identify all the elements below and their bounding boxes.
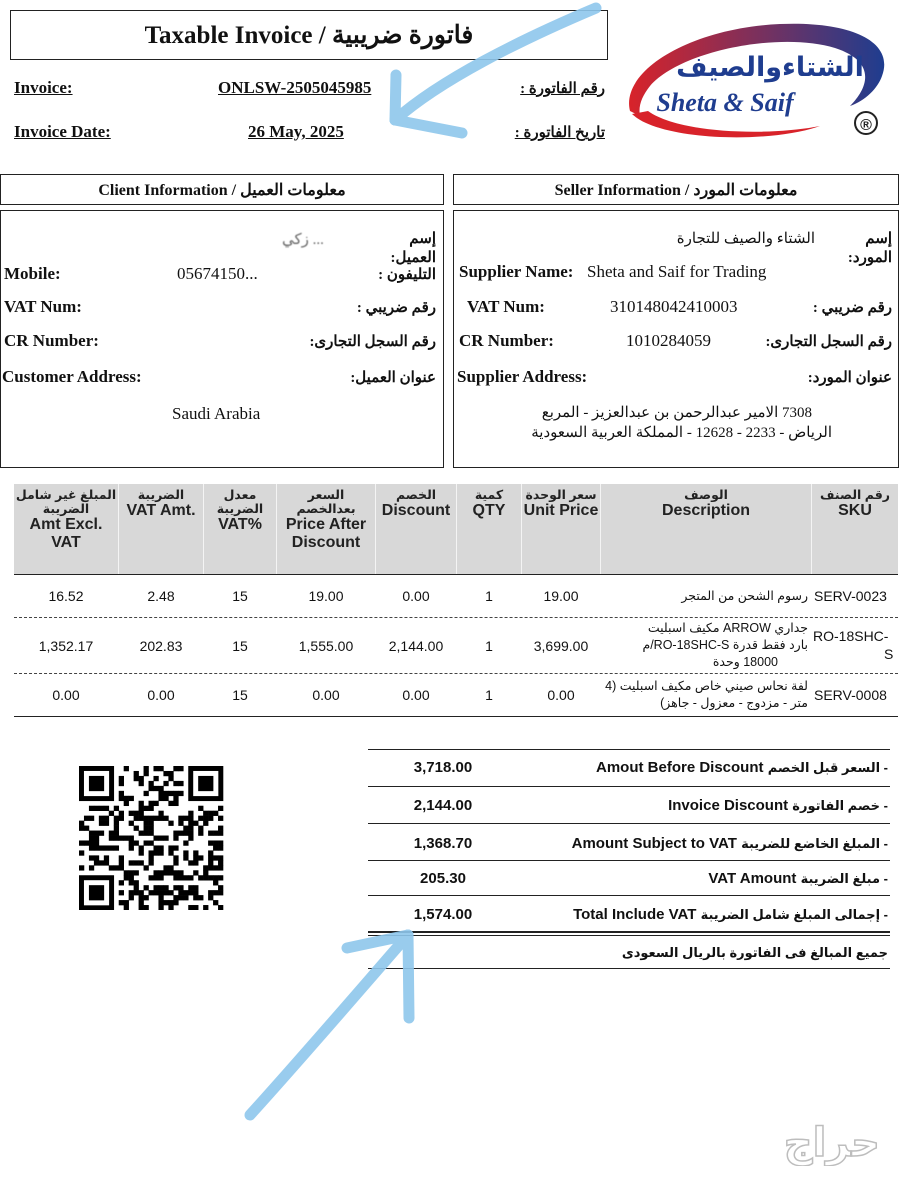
invoice-number-value: ONLSW-2505045985 [218, 78, 372, 97]
client-address-value: Saudi Arabia [172, 404, 261, 423]
cell-unit-price: 19.00 [543, 588, 579, 604]
seller-name-value-ar: الشتاء والصيف للتجارة [676, 231, 815, 247]
logo-text-ar: الشتاءوالصيف [676, 52, 864, 83]
invoice-number-label-ar: رقم الفاتورة : [520, 81, 605, 97]
cell-sku: SERV-0008 [814, 687, 887, 703]
cell-vat-amt: 2.48 [147, 588, 175, 604]
col-amt-excl: المبلغ غير شامل الضريبة Amt Excl. VAT [15, 488, 117, 551]
cell-sku-line2: S [884, 646, 894, 662]
supplier-name-label: Supplier Name: [459, 262, 574, 281]
logo-text-en: Sheta & Saif [656, 88, 794, 117]
client-vat-label: VAT Num: [4, 297, 82, 316]
amount-subject-vat-label: Amount Subject to VAT المبلغ الخاضع للضريبة - [571, 835, 888, 852]
seller-name-label-ar: إسم المورد: [847, 231, 892, 266]
cell-vat-pct: 15 [232, 638, 248, 654]
vat-amount-label: VAT Amount مبلغ الضريبة - [708, 870, 888, 887]
cell-price-after: 19.00 [308, 588, 344, 604]
cell-unit-price: 0.00 [547, 687, 575, 703]
cell-price-after: 0.00 [312, 687, 340, 703]
col-sku: رقم الصنف SKU [820, 488, 890, 519]
client-address-label: Customer Address: [2, 367, 142, 386]
client-mobile-value: 05674150... [177, 264, 258, 283]
seller-vat-label: VAT Num: [467, 297, 545, 316]
cell-sku-line1: RO-18SHC- [813, 628, 889, 644]
seller-cr-label: CR Number: [459, 331, 554, 350]
cell-vat-amt: 0.00 [147, 687, 175, 703]
total-before-discount-value: 3,718.00 [413, 759, 473, 776]
invoice-date-label: Invoice Date: [14, 122, 111, 141]
col-price-after: السعر بعدالخصم Price After Discount [285, 488, 367, 551]
qr-code [72, 766, 230, 910]
cell-description-line2: بارد فقط قدرة RO-18SHC-S/م [642, 638, 808, 652]
client-cr-label-ar: رقم السجل التجارى: [309, 334, 436, 350]
cell-unit-price: 3,699.00 [533, 638, 589, 654]
svg-text:حراج: حراج [783, 1120, 880, 1166]
seller-vat-value: 310148042410003 [610, 297, 738, 316]
col-vat-pct: معدل الضريبة VAT% [216, 488, 264, 533]
seller-cr-label-ar: رقم السجل التجارى: [765, 334, 892, 350]
seller-address-label-ar: عنوان المورد: [807, 370, 892, 386]
client-heading: Client Information / معلومات العميل [0, 174, 444, 205]
cell-description-line1: جداري ARROW مكيف اسبليت [647, 621, 808, 635]
cell-qty: 1 [485, 588, 493, 604]
amount-subject-vat-value: 1,368.70 [413, 835, 473, 852]
cell-description-line2: متر - مزدوج - معزول - جاهز) [660, 696, 808, 710]
invoice-date-label-ar: تاريخ الفاتورة : [514, 125, 605, 141]
col-description: الوصف Description [661, 488, 750, 519]
cell-price-after: 1,555.00 [298, 638, 354, 654]
items-table-header [14, 484, 898, 574]
cell-vat-pct: 15 [232, 687, 248, 703]
total-include-vat-label: Total Include VAT إجمالى المبلغ شامل الضريبة - [573, 906, 888, 923]
client-name-value: زكي ... [282, 232, 324, 248]
cell-amt-excl: 16.52 [48, 588, 84, 604]
seller-heading: Seller Information / معلومات المورد [453, 174, 899, 205]
seller-address-line1: 7308 الامير عبدالرحمن بن عبدالعزيز - المربع [541, 405, 812, 421]
currency-note: جميع المبالغ فى الفاتورة بالريال السعودى [621, 945, 888, 960]
company-logo [620, 16, 892, 146]
vat-amount-value: 205.30 [420, 870, 466, 887]
cell-qty: 1 [485, 687, 493, 703]
cell-description-line3: 18000 وحدة [712, 655, 778, 669]
cell-vat-pct: 15 [232, 588, 248, 604]
invoice-date-value: 26 May, 2025 [248, 122, 344, 141]
cell-discount: 0.00 [402, 687, 430, 703]
cell-qty: 1 [485, 638, 493, 654]
total-include-vat-value: 1,574.00 [413, 906, 473, 923]
client-vat-label-ar: رقم ضريبي : [356, 300, 436, 316]
arrow-bottom [250, 935, 408, 1115]
client-mobile-label-ar: التليفون : [378, 267, 436, 283]
cell-amt-excl: 1,352.17 [38, 638, 94, 654]
seller-address-label: Supplier Address: [457, 367, 588, 386]
haraj-watermark [650, 1118, 890, 1171]
seller-vat-label-ar: رقم ضريبي : [812, 300, 892, 316]
cell-discount: 2,144.00 [388, 638, 444, 654]
invoice-discount-label: Invoice Discount خصم الفاتورة - [668, 797, 888, 814]
seller-address-line2: الرياض - 2233 - 12628 - المملكة العربية السعودية [531, 425, 832, 441]
supplier-name-value: Sheta and Saif for Trading [587, 262, 767, 281]
cell-sku: SERV-0023 [814, 588, 887, 604]
col-unit-price: سعر الوحدة Unit Price [523, 488, 599, 519]
cell-amt-excl: 0.00 [52, 687, 80, 703]
col-qty: كمية QTY [472, 488, 506, 519]
cell-description: رسوم الشحن من المتجر [681, 589, 808, 603]
invoice-title: Taxable Invoice / فاتورة ضريبية [10, 10, 608, 60]
cell-vat-amt: 202.83 [139, 638, 183, 654]
registered-icon: ® [860, 117, 872, 134]
client-name-label-ar: إسم العميل: [390, 231, 436, 266]
cell-description-line1: لفة نحاس صيني خاص مكيف اسبليت (4 [605, 679, 808, 693]
client-cr-label: CR Number: [4, 331, 99, 350]
col-vat-amt: الضريبة VAT Amt. [126, 488, 196, 519]
cell-discount: 0.00 [402, 588, 430, 604]
invoice-number-label: Invoice: [14, 78, 73, 97]
seller-cr-value: 1010284059 [626, 331, 711, 350]
invoice-discount-value: 2,144.00 [413, 797, 473, 814]
client-address-label-ar: عنوان العميل: [350, 370, 436, 386]
total-before-discount-label: Amout Before Discount السعر قبل الخصم - [596, 759, 888, 776]
col-discount: الخصم Discount [381, 488, 451, 519]
client-mobile-label: Mobile: [4, 264, 61, 283]
